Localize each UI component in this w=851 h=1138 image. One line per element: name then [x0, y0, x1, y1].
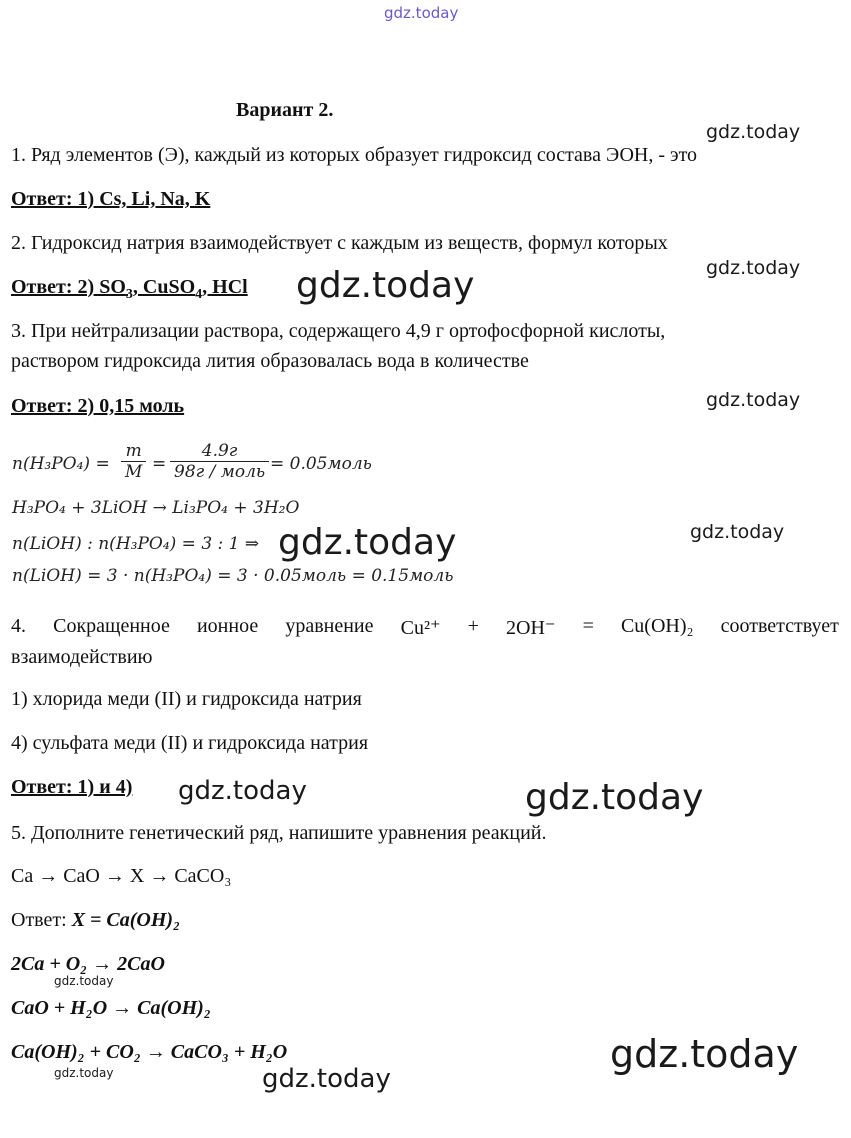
equation-2: CaO + H₂O → Ca(OH)₂: [11, 997, 211, 1019]
question-4-line2: взаимодействию: [11, 646, 153, 668]
question-2: 2. Гидроксид натрия взаимодействует с каждым из веществ, формул которых: [11, 232, 668, 254]
watermark: gdz.today: [690, 521, 785, 543]
answer-4: Ответ: 1) и 4): [11, 776, 133, 798]
question-3-line2: раствором гидроксида лития образовалась вода в количестве: [11, 350, 529, 372]
page-title: Вариант 2.: [236, 99, 334, 121]
question-4-line1: 4. Сокращенное ионное уравнение Cu²⁺ + 2OH⁻ = Cu(OH)₂ соответствует: [11, 615, 839, 639]
watermark: gdz.today: [706, 121, 801, 143]
answer-3: Ответ: 2) 0,15 моль: [11, 395, 185, 417]
watermark-top: gdz.today: [384, 4, 459, 22]
watermark: gdz.today: [54, 974, 114, 988]
watermark: gdz.today: [278, 522, 457, 563]
calc-line-1-left: n(H₃PO₄) =: [12, 454, 110, 474]
calc-line-1-right: = 0.05моль: [270, 454, 372, 474]
option-4: 4) сульфата меди (II) и гидроксида натрия: [11, 732, 369, 754]
answer-1: Ответ: 1) Cs, Li, Na, K: [11, 188, 211, 210]
watermark: gdz.today: [262, 1064, 391, 1094]
watermark: gdz.today: [178, 776, 307, 806]
watermark: gdz.today: [706, 257, 801, 279]
fraction-mass-over-molar: 4.9г 98г / моль: [170, 441, 269, 482]
calc-line-4: n(LiOH) = 3 · n(H₃PO₄) = 3 · 0.05моль = 0.15моль: [12, 566, 454, 586]
watermark: gdz.today: [706, 389, 801, 411]
answer-2: Ответ: 2) $SO_3$, CuSO$_4$, HCl: [11, 276, 248, 302]
option-1: 1) хлорида меди (II) и гидроксида натрия: [11, 688, 362, 710]
equation-3: Ca(OH)₂ + CO₂ → CaCO₃ + H₂O: [11, 1041, 288, 1063]
question-1: 1. Ряд элементов (Э), каждый из которых образует гидроксид состава ЭОН, - это: [11, 144, 698, 166]
watermark: gdz.today: [525, 777, 704, 818]
equation-1: 2Ca + O₂ → 2CaO: [11, 953, 165, 975]
answer-5: Ответ: X = Ca(OH)₂: [11, 909, 181, 931]
calc-line-2: H₃PO₄ + 3LiOH → Li₃PO₄ + 3H₂O: [12, 498, 300, 518]
fraction-m-over-M: $\frac{m}{M}$: [121, 441, 146, 482]
question-3-line1: 3. При нейтрализации раствора, содержащего 4,9 г ортофосфорной кислоты,: [11, 320, 666, 342]
watermark: gdz.today: [54, 1066, 114, 1080]
watermark: gdz.today: [296, 265, 475, 306]
question-5: 5. Дополните генетический ряд, напишите уравнения реакций.: [11, 822, 547, 844]
watermark: gdz.today: [610, 1032, 799, 1076]
genetic-chain: Ca → CaO → X → CaCO₃: [11, 865, 232, 887]
calc-line-3: n(LiOH) : n(H₃PO₄) = 3 : 1 ⇒: [12, 534, 260, 554]
